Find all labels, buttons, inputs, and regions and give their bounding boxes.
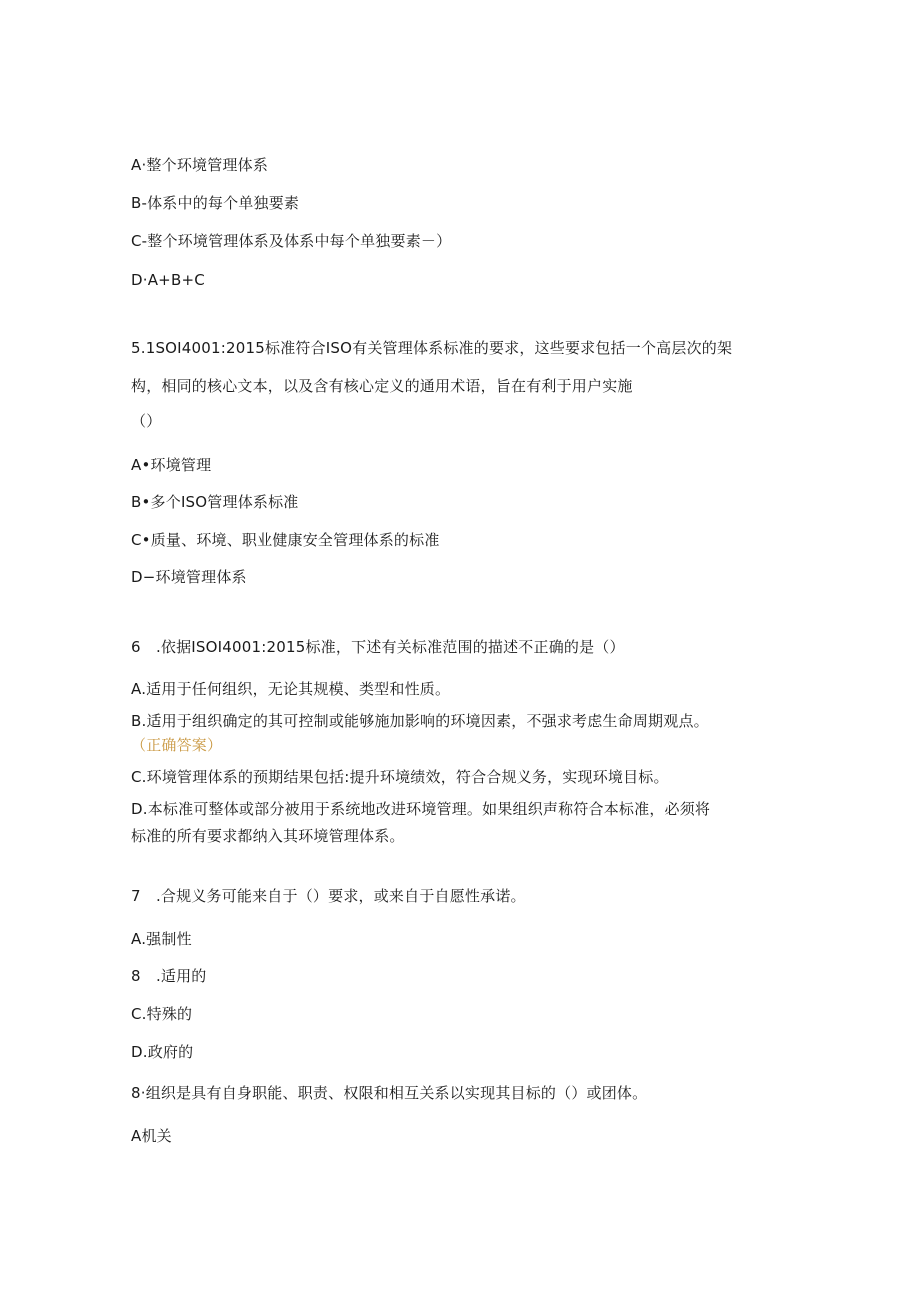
q6-option-d-line2: 标准的所有要求都纳入其环境管理体系。	[131, 827, 405, 845]
q7-option-a: A.强制性	[131, 930, 192, 948]
q5-stem-line2: 构，相同的核心文本，以及含有核心定义的通用术语，旨在有利于用户实施	[131, 377, 633, 395]
q6-stem: 6 .依据ISOI4001:2015标准，下述有关标准范围的描述不正确的是（）	[131, 638, 625, 656]
q5-option-c: C•质量、环境、职业健康安全管理体系的标准	[131, 531, 440, 549]
q5-stem-line3: （）	[131, 412, 162, 430]
q7-stem: 7 .合规义务可能来自于（）要求，或来自于自愿性承诺。	[131, 887, 526, 905]
q4-option-b: B-体系中的每个单独要素	[131, 194, 300, 212]
q6-option-a: A.适用于任何组织，无论其规模、类型和性质。	[131, 680, 451, 698]
q8-option-a: A机关	[131, 1127, 172, 1145]
q8-stem: 8·组织是具有自身职能、职责、权限和相互关系以实现其目标的（）或团体。	[131, 1084, 648, 1102]
q5-option-b: B•多个ISO管理体系标准	[131, 493, 299, 511]
q4-option-c: C-整个环境管理体系及体系中每个单独要素－）	[131, 232, 452, 250]
q6-option-c: C.环境管理体系的预期结果包括:提升环境绩效，符合合规义务，实现环境目标。	[131, 768, 669, 786]
q4-option-d: D·A+B+C	[131, 271, 205, 289]
q4-option-a: A·整个环境管理体系	[131, 156, 269, 174]
q5-option-d: D−环境管理体系	[131, 568, 247, 586]
q6-correct-answer-mark: （正确答案）	[131, 736, 223, 754]
q5-option-a: A•环境管理	[131, 456, 212, 474]
q6-option-b: B.适用于组织确定的其可控制或能够施加影响的环境因素，不强求考虑生命周期观点。	[131, 712, 709, 730]
q5-stem-line1: 5.1SOI4001:2015标准符合ISO有关管理体系标准的要求，这些要求包括一个高层次的架	[131, 339, 733, 357]
q7-option-c: C.特殊的	[131, 1005, 193, 1023]
q7-option-b: 8 .适用的	[131, 967, 207, 985]
q7-option-d: D.政府的	[131, 1043, 194, 1061]
q6-option-d-line1: D.本标准可整体或部分被用于系统地改进环境管理。如果组织声称符合本标准，必须将	[131, 800, 711, 818]
